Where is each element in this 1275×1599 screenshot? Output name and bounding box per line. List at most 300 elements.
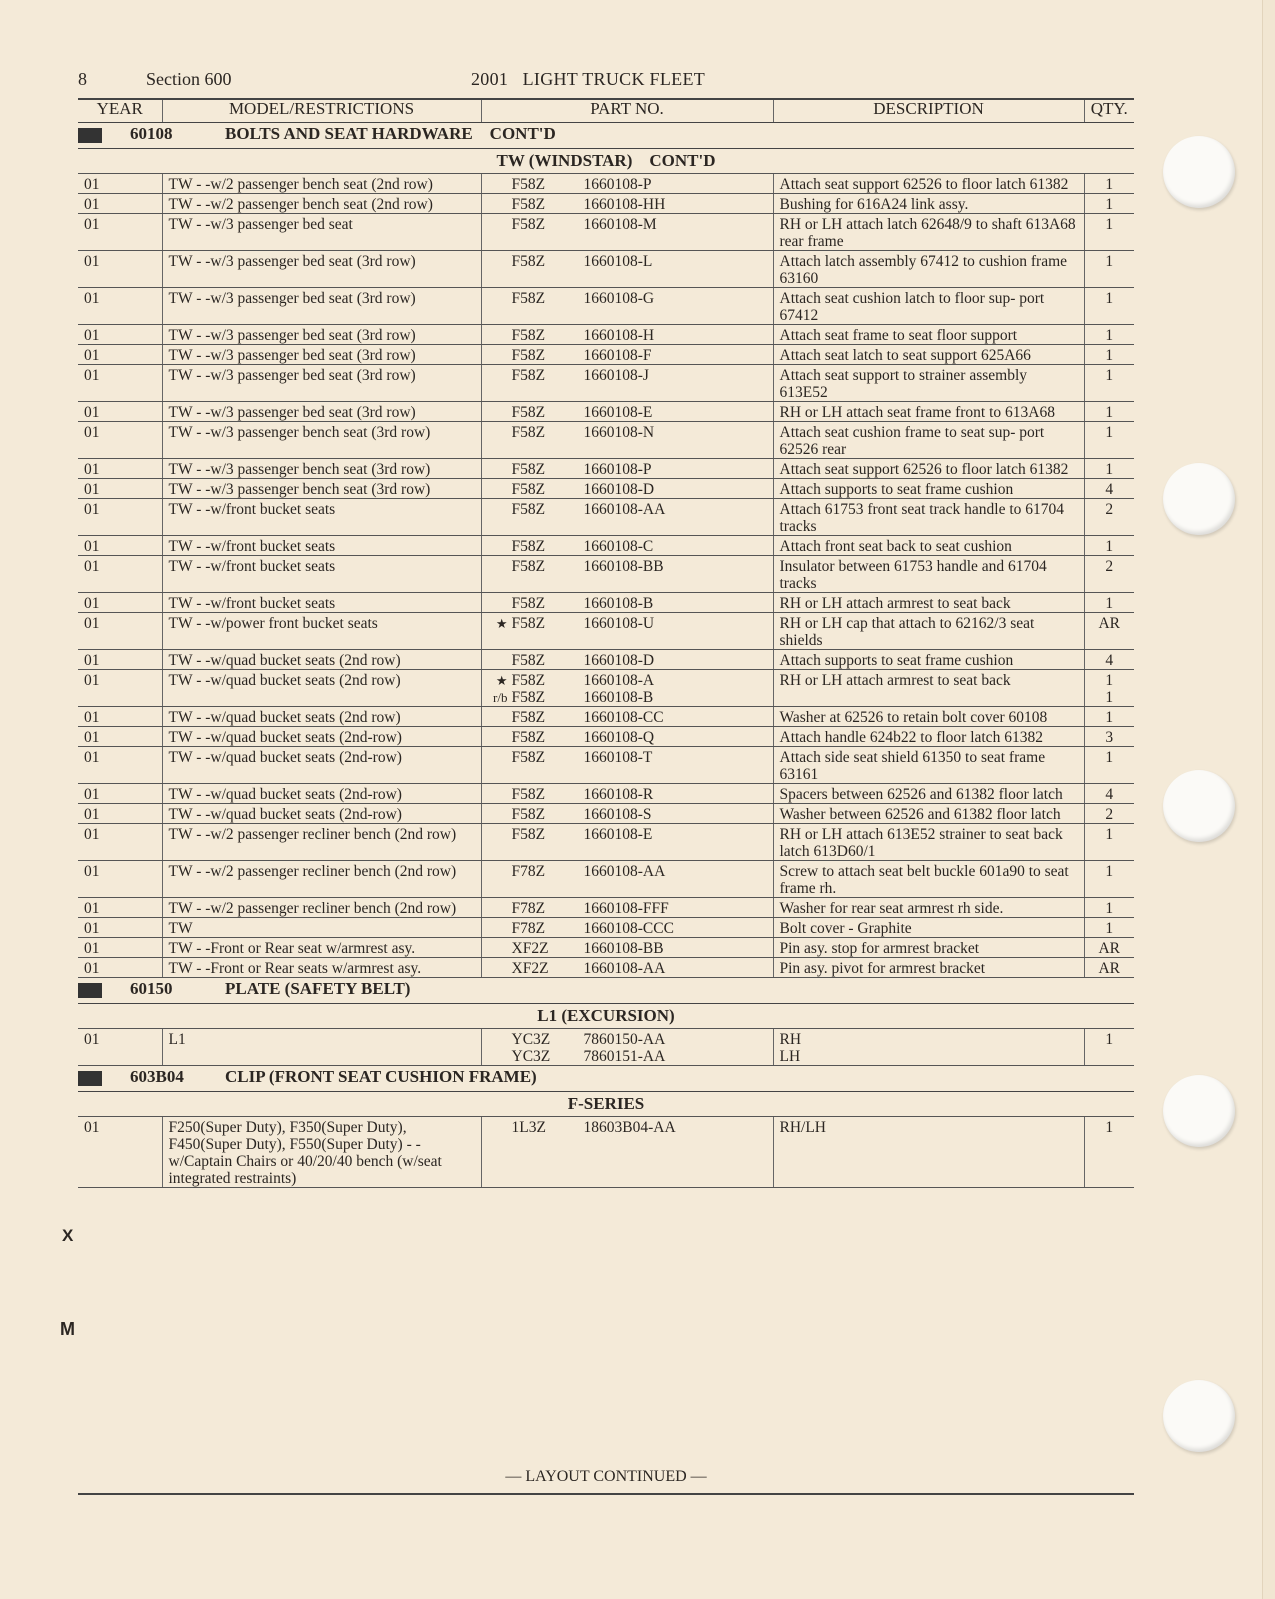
part-marker <box>488 404 512 421</box>
part-number-cell <box>481 613 773 650</box>
vehicle-group-row <box>78 1004 1134 1029</box>
part-number: 1660108-S <box>583 806 652 823</box>
part-prefix: 1L3Z <box>511 1119 546 1136</box>
part-number: 1660108-BB <box>583 940 664 957</box>
qty-cell <box>1084 479 1134 499</box>
description-cell: Attach seat support to strainer assembly 613E52 <box>773 365 1084 402</box>
part-number: 1660108-Q <box>583 729 655 746</box>
part-marker <box>488 595 512 612</box>
table-row <box>78 459 1134 479</box>
part-number-line <box>488 709 767 726</box>
part-marker <box>488 900 512 917</box>
part-number-line <box>488 461 767 478</box>
qty-cell <box>1084 727 1134 747</box>
part-prefix: F58Z <box>511 501 546 518</box>
description-cell: RH or LH cap that attach to 62162/3 seat shields <box>773 613 1084 650</box>
year-cell: 01 <box>78 402 162 422</box>
description-cell: Attach seat support 62526 to floor latch 61382 <box>773 174 1084 194</box>
col-header-model: MODEL/RESTRICTIONS <box>162 99 481 123</box>
part-marker: ★ <box>495 616 508 631</box>
qty-cell <box>1084 804 1134 824</box>
qty-value: 1 <box>1105 461 1114 478</box>
part-number: 1660108-BB <box>583 558 664 575</box>
description-cell: Bushing for 616A24 link assy. <box>773 194 1084 214</box>
page-title: 2001 LIGHT TRUCK FLEET <box>471 69 706 89</box>
part-number: 1660108-G <box>583 290 655 307</box>
part-number-line <box>488 367 767 384</box>
part-marker <box>488 196 512 213</box>
part-number-cell <box>481 898 773 918</box>
part-marker <box>488 481 512 498</box>
qty-cell <box>1084 670 1134 707</box>
part-prefix: F58Z <box>511 652 546 669</box>
description-cell: Attach supports to seat frame cushion <box>773 479 1084 499</box>
part-prefix: F58Z <box>511 196 546 213</box>
qty-value: 1 <box>1105 1031 1114 1048</box>
year-cell: 01 <box>78 214 162 251</box>
model-cell: TW - -w/power front bucket seats <box>162 613 481 650</box>
model-cell: TW - -w/2 passenger recliner bench (2nd row) <box>162 861 481 898</box>
part-number-cell <box>481 861 773 898</box>
part-number-line <box>488 595 767 612</box>
vehicle-group-title: F-SERIES <box>78 1092 1134 1117</box>
part-marker <box>488 806 512 823</box>
part-number-line <box>488 327 767 344</box>
part-number: 1660108-CC <box>583 709 664 726</box>
part-number: 1660108-CCC <box>583 920 674 937</box>
year-cell: 01 <box>78 727 162 747</box>
part-number-line <box>488 863 767 880</box>
part-number-cell <box>481 499 773 536</box>
description-cell: Attach 61753 front seat track handle to 61704 tracks <box>773 499 1084 536</box>
part-prefix: F58Z <box>511 689 546 706</box>
table-row <box>78 556 1134 593</box>
parts-table <box>78 98 1134 1188</box>
part-number-cell <box>481 422 773 459</box>
qty-cell <box>1084 898 1134 918</box>
part-prefix: F58Z <box>511 347 546 364</box>
model-cell: TW - -w/3 passenger bed seat (3rd row) <box>162 325 481 345</box>
part-marker <box>488 424 512 441</box>
part-number-cell <box>481 938 773 958</box>
part-number-cell <box>481 918 773 938</box>
part-number-cell <box>481 459 773 479</box>
part-number: 1660108-AA <box>583 863 666 880</box>
part-prefix: F58Z <box>511 216 546 233</box>
table-row <box>78 345 1134 365</box>
qty-value: 1 <box>1105 367 1114 384</box>
vehicle-group-row <box>78 149 1134 174</box>
part-prefix: F78Z <box>511 920 546 937</box>
year-cell: 01 <box>78 613 162 650</box>
part-number: 1660108-M <box>583 216 657 233</box>
part-marker <box>488 826 512 843</box>
year-cell: 01 <box>78 707 162 727</box>
table-row <box>78 670 1134 707</box>
description-cell: Attach side seat shield 61350 to seat frame 63161 <box>773 747 1084 784</box>
part-prefix: F58Z <box>511 538 546 555</box>
part-number-line <box>488 900 767 917</box>
qty-cell <box>1084 1029 1134 1066</box>
part-marker <box>488 960 512 977</box>
part-prefix: F58Z <box>511 461 546 478</box>
part-number: 1660108-D <box>583 481 655 498</box>
part-number: 1660108-D <box>583 652 655 669</box>
part-number: 1660108-FFF <box>583 900 669 917</box>
year-cell: 01 <box>78 1029 162 1066</box>
part-marker <box>488 367 512 384</box>
qty-cell <box>1084 1117 1134 1188</box>
part-number-line <box>488 253 767 270</box>
description-cell: Pin asy. stop for armrest bracket <box>773 938 1084 958</box>
year-cell: 01 <box>78 556 162 593</box>
section-label: Section 600 <box>146 69 232 89</box>
part-prefix: F58Z <box>511 481 546 498</box>
qty-cell <box>1084 918 1134 938</box>
binder-hole <box>1163 463 1235 535</box>
table-row <box>78 325 1134 345</box>
part-number-line <box>488 558 767 575</box>
part-number-cell <box>481 288 773 325</box>
qty-cell <box>1084 325 1134 345</box>
model-cell: TW - -w/3 passenger bed seat (3rd row) <box>162 345 481 365</box>
qty-value: 3 <box>1105 729 1114 746</box>
col-header-year: YEAR <box>78 99 162 123</box>
model-cell: TW - -w/quad bucket seats (2nd row) <box>162 670 481 707</box>
model-cell: TW - -w/front bucket seats <box>162 593 481 613</box>
part-number-line <box>488 729 767 746</box>
part-number-cell <box>481 1117 773 1188</box>
part-number-cell <box>481 345 773 365</box>
part-number: 1660108-P <box>583 176 652 193</box>
description-cell: Washer between 62526 and 61382 floor latch <box>773 804 1084 824</box>
table-row <box>78 593 1134 613</box>
qty-cell <box>1084 613 1134 650</box>
part-number-line <box>488 196 767 213</box>
part-number-line <box>488 749 767 766</box>
section-marker-icon <box>78 983 102 998</box>
part-marker <box>488 749 512 766</box>
model-cell: TW - -w/3 passenger bed seat (3rd row) <box>162 365 481 402</box>
binder-hole <box>1163 770 1235 842</box>
section-header-row <box>78 1066 1134 1092</box>
table-row <box>78 898 1134 918</box>
part-number: 18603B04-AA <box>583 1119 676 1136</box>
part-prefix: F58Z <box>511 709 546 726</box>
part-marker <box>488 729 512 746</box>
year-cell: 01 <box>78 251 162 288</box>
year-cell: 01 <box>78 898 162 918</box>
qty-cell <box>1084 365 1134 402</box>
part-marker <box>488 253 512 270</box>
part-number: 1660108-E <box>583 404 653 421</box>
description-cell: RH or LH attach armrest to seat back <box>773 670 1084 707</box>
table-row <box>78 824 1134 861</box>
qty-cell <box>1084 459 1134 479</box>
year-cell: 01 <box>78 593 162 613</box>
model-cell: TW - -w/quad bucket seats (2nd row) <box>162 650 481 670</box>
qty-value: 1 <box>1105 176 1114 193</box>
part-number-cell <box>481 747 773 784</box>
part-prefix: F58Z <box>511 176 546 193</box>
qty-value: 1 <box>1105 672 1114 689</box>
qty-value: 1 <box>1105 749 1114 766</box>
year-cell: 01 <box>78 499 162 536</box>
description-cell: Washer for rear seat armrest rh side. <box>773 898 1084 918</box>
qty-cell <box>1084 824 1134 861</box>
part-marker <box>488 216 512 233</box>
description-cell: RH LH <box>773 1029 1084 1066</box>
qty-value: AR <box>1098 960 1121 977</box>
model-cell: TW - -w/quad bucket seats (2nd row) <box>162 707 481 727</box>
table-row <box>78 402 1134 422</box>
part-number-cell <box>481 556 773 593</box>
description-cell: Attach front seat back to seat cushion <box>773 536 1084 556</box>
part-number-line <box>488 216 767 233</box>
year-cell: 01 <box>78 459 162 479</box>
part-prefix: F58Z <box>511 558 546 575</box>
part-number: 1660108-AA <box>583 960 666 977</box>
part-number-cell <box>481 784 773 804</box>
section-code: 60108 <box>130 124 173 143</box>
part-marker <box>488 538 512 555</box>
col-header-qty: QTY. <box>1084 99 1134 123</box>
part-number-line <box>488 940 767 957</box>
part-number-line <box>488 404 767 421</box>
part-marker <box>488 1048 512 1065</box>
year-cell: 01 <box>78 670 162 707</box>
year-cell: 01 <box>78 194 162 214</box>
part-number: 1660108-H <box>583 327 655 344</box>
part-number: 1660108-T <box>583 749 653 766</box>
table-row <box>78 251 1134 288</box>
table-row <box>78 365 1134 402</box>
qty-value: 4 <box>1105 481 1114 498</box>
binder-hole <box>1163 1075 1235 1147</box>
section-marker-icon <box>78 1071 102 1086</box>
part-number-cell <box>481 707 773 727</box>
model-cell: TW - -w/3 passenger bench seat (3rd row) <box>162 422 481 459</box>
part-marker <box>488 709 512 726</box>
table-row <box>78 214 1134 251</box>
model-cell: TW - -w/3 passenger bed seat (3rd row) <box>162 402 481 422</box>
year-cell: 01 <box>78 422 162 459</box>
part-number-line <box>488 615 767 632</box>
qty-cell <box>1084 174 1134 194</box>
part-marker <box>488 558 512 575</box>
part-number-cell <box>481 402 773 422</box>
part-number: 1660108-B <box>583 595 654 612</box>
qty-value: 2 <box>1105 558 1114 575</box>
qty-cell <box>1084 593 1134 613</box>
part-number-cell <box>481 174 773 194</box>
model-cell: TW - -w/3 passenger bench seat (3rd row) <box>162 479 481 499</box>
binder-hole <box>1163 136 1235 208</box>
qty-value: AR <box>1098 615 1121 632</box>
section-title: CLIP (FRONT SEAT CUSHION FRAME) <box>225 1067 537 1086</box>
part-prefix: F58Z <box>511 424 546 441</box>
section-header-row <box>78 978 1134 1004</box>
part-prefix: F58Z <box>511 786 546 803</box>
part-number-cell <box>481 194 773 214</box>
part-number-line <box>488 176 767 193</box>
description-cell: RH or LH attach armrest to seat back <box>773 593 1084 613</box>
part-marker <box>488 863 512 880</box>
model-cell: TW - -w/3 passenger bed seat <box>162 214 481 251</box>
qty-value: 1 <box>1105 424 1114 441</box>
model-cell: TW - -w/3 passenger bed seat (3rd row) <box>162 288 481 325</box>
qty-value: 1 <box>1105 404 1114 421</box>
part-marker <box>488 347 512 364</box>
table-row <box>78 804 1134 824</box>
qty-cell <box>1084 536 1134 556</box>
qty-value: 2 <box>1105 501 1114 518</box>
qty-cell <box>1084 288 1134 325</box>
section-header <box>78 123 1134 149</box>
model-cell: TW - -w/quad bucket seats (2nd-row) <box>162 727 481 747</box>
part-number-cell <box>481 325 773 345</box>
part-prefix: F58Z <box>511 595 546 612</box>
part-number-line <box>488 481 767 498</box>
model-cell: TW - -w/quad bucket seats (2nd-row) <box>162 784 481 804</box>
part-number-cell <box>481 365 773 402</box>
vehicle-group-row <box>78 1092 1134 1117</box>
qty-value: 1 <box>1105 826 1114 843</box>
part-number: 1660108-L <box>583 253 653 270</box>
model-cell: TW - -w/quad bucket seats (2nd-row) <box>162 804 481 824</box>
description-cell: Attach seat support 62526 to floor latch 61382 <box>773 459 1084 479</box>
part-prefix: F58Z <box>511 404 546 421</box>
year-cell: 01 <box>78 1117 162 1188</box>
part-prefix: F58Z <box>511 729 546 746</box>
qty-value: AR <box>1098 940 1121 957</box>
qty-value: 1 <box>1105 253 1114 270</box>
part-marker <box>488 461 512 478</box>
part-number: 1660108-A <box>583 672 655 689</box>
part-number-cell <box>481 804 773 824</box>
part-number-line <box>488 501 767 518</box>
year-cell: 01 <box>78 824 162 861</box>
part-number: 1660108-J <box>583 367 649 384</box>
qty-cell <box>1084 251 1134 288</box>
part-marker <box>488 501 512 518</box>
qty-value: 4 <box>1105 652 1114 669</box>
qty-cell <box>1084 861 1134 898</box>
table-row <box>78 613 1134 650</box>
qty-value: 4 <box>1105 786 1114 803</box>
description-cell: Attach seat frame to seat floor support <box>773 325 1084 345</box>
part-prefix: F78Z <box>511 863 546 880</box>
qty-value: 1 <box>1105 327 1114 344</box>
part-prefix: F58Z <box>511 806 546 823</box>
qty-value: 1 <box>1105 709 1114 726</box>
part-number-line <box>488 347 767 364</box>
qty-value: 1 <box>1105 900 1114 917</box>
model-cell: TW - -Front or Rear seat w/armrest asy. <box>162 938 481 958</box>
part-prefix: F58Z <box>511 327 546 344</box>
section-code: 603B04 <box>130 1067 184 1086</box>
part-number: 1660108-U <box>583 615 655 632</box>
qty-cell <box>1084 556 1134 593</box>
part-number-line <box>488 538 767 555</box>
model-cell: TW - -w/2 passenger bench seat (2nd row) <box>162 174 481 194</box>
table-row <box>78 479 1134 499</box>
part-marker: ★ <box>495 673 508 688</box>
part-number-cell <box>481 727 773 747</box>
description-cell: RH/LH <box>773 1117 1084 1188</box>
description-cell: Spacers between 62526 and 61382 floor latch <box>773 784 1084 804</box>
part-prefix: F58Z <box>511 367 546 384</box>
part-marker <box>488 652 512 669</box>
col-header-description: DESCRIPTION <box>773 99 1084 123</box>
year-cell: 01 <box>78 918 162 938</box>
table-row <box>78 174 1134 194</box>
year-cell: 01 <box>78 784 162 804</box>
description-cell: Pin asy. pivot for armrest bracket <box>773 958 1084 978</box>
table-row <box>78 938 1134 958</box>
description-cell: Attach seat cushion latch to floor sup- port 67412 <box>773 288 1084 325</box>
part-marker <box>488 940 512 957</box>
part-prefix: YC3Z <box>511 1048 551 1065</box>
part-number: 7860150-AA <box>583 1031 666 1048</box>
year-cell: 01 <box>78 365 162 402</box>
year-cell: 01 <box>78 861 162 898</box>
part-number-line <box>488 1031 767 1048</box>
model-cell: F250(Super Duty), F350(Super Duty), F450(Super Duty), F550(Super Duty) - -w/Captain Chairs or 40/20/40 bench (w/seat integrated restraints) <box>162 1117 481 1188</box>
qty-cell <box>1084 194 1134 214</box>
part-number-cell <box>481 479 773 499</box>
description-cell: Washer at 62526 to retain bolt cover 60108 <box>773 707 1084 727</box>
qty-value: 1 <box>1105 347 1114 364</box>
part-number-line <box>488 920 767 937</box>
qty-cell <box>1084 214 1134 251</box>
table-row <box>78 499 1134 536</box>
year-cell: 01 <box>78 536 162 556</box>
part-number-line <box>488 689 767 706</box>
part-prefix: XF2Z <box>511 960 549 977</box>
part-number: 1660108-P <box>583 461 652 478</box>
part-prefix: XF2Z <box>511 940 549 957</box>
section-marker-icon <box>78 128 102 143</box>
description-cell: RH or LH attach 613E52 strainer to seat back latch 613D60/1 <box>773 824 1084 861</box>
table-row <box>78 727 1134 747</box>
table-row <box>78 422 1134 459</box>
qty-value: 1 <box>1105 595 1114 612</box>
year-cell: 01 <box>78 174 162 194</box>
table-row <box>78 784 1134 804</box>
year-cell: 01 <box>78 650 162 670</box>
part-number: 1660108-B <box>583 689 654 706</box>
description-cell: Attach seat latch to seat support 625A66 <box>773 345 1084 365</box>
description-cell: Bolt cover - Graphite <box>773 918 1084 938</box>
qty-value: 1 <box>1105 863 1114 880</box>
description-cell: Attach latch assembly 67412 to cushion frame 63160 <box>773 251 1084 288</box>
qty-cell <box>1084 958 1134 978</box>
part-prefix: F58Z <box>511 749 546 766</box>
qty-value: 1 <box>1105 196 1114 213</box>
table-row <box>78 747 1134 784</box>
model-cell: TW - -w/front bucket seats <box>162 536 481 556</box>
vehicle-group-title: TW (WINDSTAR) CONT'D <box>78 149 1134 174</box>
part-number: 1660108-HH <box>583 196 666 213</box>
table-row <box>78 707 1134 727</box>
year-cell: 01 <box>78 345 162 365</box>
description-cell: Attach handle 624b22 to floor latch 61382 <box>773 727 1084 747</box>
part-number-line <box>488 1119 767 1136</box>
part-marker <box>488 327 512 344</box>
model-cell: TW <box>162 918 481 938</box>
table-row <box>78 1117 1134 1188</box>
